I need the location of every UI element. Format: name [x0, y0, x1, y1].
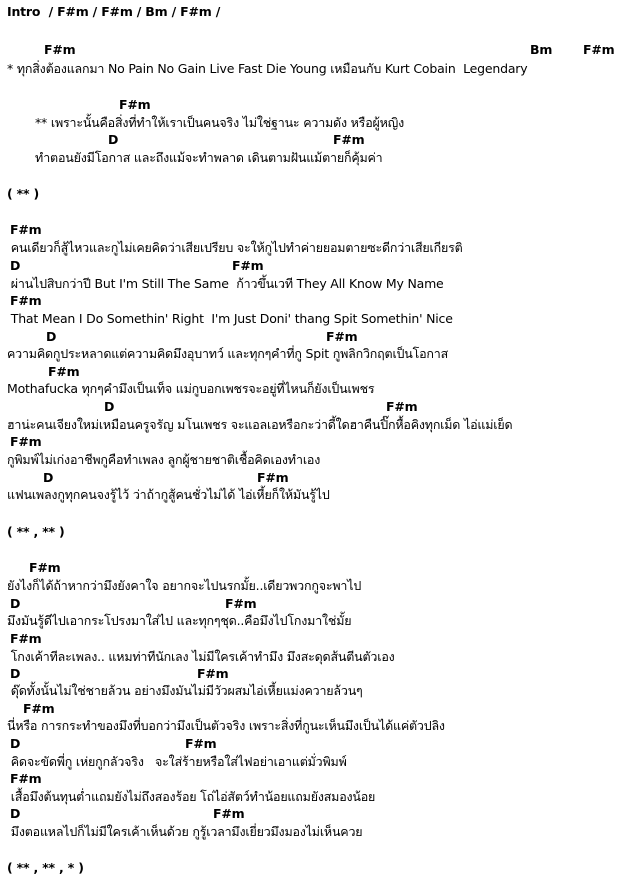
chord-fsm: F#m	[119, 97, 151, 112]
repeat-marker: ( ** , ** )	[7, 524, 65, 539]
lyric-line: เสื้อมึงต้นทุนต่ำแถมยังไม่ถึงสองร้อย โถ่ไอ่สัตว์ทำน้อยแถมยังสมองน้อย	[7, 789, 376, 804]
chord-fsm: F#m	[197, 666, 229, 681]
chord-fsm: F#m	[23, 701, 55, 716]
chord-fsm: F#m	[583, 42, 615, 57]
lyric-line: กูพิมพ์ไม่เก่งอาชีพกูคือทำเพลง ลูกผู้ชายชาติเชื้อคิดเองทำเอง	[7, 452, 321, 467]
lyric-line: โกงเค้าทีละเพลง.. แหมท่าทีนักเลง ไม่มีใครเค้าทำมึง มึงสะดุดส้นตีนตัวเอง	[7, 649, 395, 664]
chord-fsm: F#m	[29, 560, 61, 575]
chord-d: D	[10, 736, 21, 751]
lyric-line: ผ่านไปสิบกว่าปี But I'm Still The Same ก้าวขึ้นเวที They All Know My Name	[7, 276, 444, 291]
lyric-line: * ทุกสิ่งต้องแลกมา No Pain No Gain Live Fast Die Young เหมือนกับ Kurt Cobain Legendary	[7, 61, 528, 76]
lyric-line: แฟนเพลงกูทุกคนจงรู้ไว้ ว่าถ้ากูสู้คนชั่วไม่ได้ ไอ่เหี้ยก็ให้มันรู้ไป	[7, 487, 330, 502]
chord-d: D	[10, 666, 21, 681]
chorus-lyric-line: ทำตอนยังมีโอกาส และถึงแม้จะทำพลาด เดินตามฝันแม้ตายก็คุ้มค่า	[35, 150, 383, 165]
chord-fsm: F#m	[213, 806, 245, 821]
chord-fsm: F#m	[326, 329, 358, 344]
chord-d: D	[108, 132, 119, 147]
lyric-line: ดุ๊ดทั้งนั้นไม่ใช่ชายล้วน อย่างมึงมันไม่มีวัวผสมไอ่เหี้ยแม่งควายล้วนๆ	[7, 683, 363, 698]
lyric-line: มึงมันรู้ดีไปเอากระโปรงมาใส่ไป และทุกๆชุด..คือมึงไปโกงมาใช่มั้ย	[7, 613, 352, 628]
lyric-line: นี่หรือ การกระทำของมึงที่บอกว่ามึงเป็นตัวจริง เพราะสิ่งที่กูนะเห็นมึงเป็นได้แค่ตัวปลิง	[7, 718, 445, 733]
chord-fsm: F#m	[333, 132, 365, 147]
lyric-line: ฮาน่ะคนเจียงใหม่เหมือนครูจรัญ มโนเพชร จะแอลเอหรือกะว่าดี้ใดฮาคืนปิ๊กหื้อคิงทุกเม็ด ไอ่แม่เย็ด	[7, 417, 513, 432]
chord-bm: Bm	[530, 42, 553, 57]
lyric-line: คิดจะขัดพี่กู เห่ยกูกลัวจริง จะใส่ร้ายหรือใส่ไฟอย่าเอาแต่มั่วพิมพ์	[7, 754, 347, 769]
lyric-line: Mothafucka ทุกๆคำมึงเป็นเท็จ แม่กูบอกเพชรจะอยู่ที่ไหนก็ยังเป็นเพชร	[7, 381, 375, 396]
chord-d: D	[43, 470, 54, 485]
chord-d: D	[10, 258, 21, 273]
chord-fsm: F#m	[257, 470, 289, 485]
chord-fsm: F#m	[386, 399, 418, 414]
repeat-marker: ( ** )	[7, 186, 40, 201]
lyric-line: That Mean I Do Somethin' Right I'm Just Doni' thang Spit Somethin' Nice	[7, 311, 453, 326]
chord-d: D	[10, 596, 21, 611]
intro-line: Intro / F#m / F#m / Bm / F#m /	[7, 4, 221, 19]
chord-fsm: F#m	[10, 434, 42, 449]
chord-d: D	[10, 806, 21, 821]
chord-fsm: F#m	[225, 596, 257, 611]
repeat-marker: ( ** , ** , * )	[7, 860, 84, 875]
chord-fsm: F#m	[48, 364, 80, 379]
chord-fsm: F#m	[232, 258, 264, 273]
lyric-line: มึงตอแหลไปก็ไม่มีใครเค้าเห็นด้วย กูรู้เวลามึงเยี่ยวมึงมองไม่เห็นควย	[7, 824, 363, 839]
chorus-lyric-line: ** เพราะนั้นคือสิ่งที่ทำให้เราเป็นคนจริง ไม่ใช่ฐานะ ความดัง หรือผู้หญิง	[35, 115, 405, 130]
chord-fsm: F#m	[10, 293, 42, 308]
chord-fsm: F#m	[10, 631, 42, 646]
lyric-line: ความคิดกูประหลาดแต่ความคิดมึงอุบาทว์ และทุกๆคำที่กู Spit กูพลิกวิกฤตเป็นโอกาส	[7, 346, 449, 361]
chord-fsm: F#m	[10, 771, 42, 786]
lyric-line: ยังไงก็ได้ถ้าหากว่ามึงยังคาใจ อยากจะไปนรกมั้ย..เดียวพวกกูจะพาไป	[7, 578, 362, 593]
chord-fsm: F#m	[185, 736, 217, 751]
chord-fsm: F#m	[44, 42, 76, 57]
chord-d: D	[46, 329, 57, 344]
chord-fsm: F#m	[10, 222, 42, 237]
lyric-line: คนเดียวก็สู้ไหวและกูไม่เคยคิดว่าเสียเปรียบ จะให้กูไปทำค่ายยอมตายซะดีกว่าเสียเกียรติ	[7, 240, 463, 255]
chord-d: D	[104, 399, 115, 414]
